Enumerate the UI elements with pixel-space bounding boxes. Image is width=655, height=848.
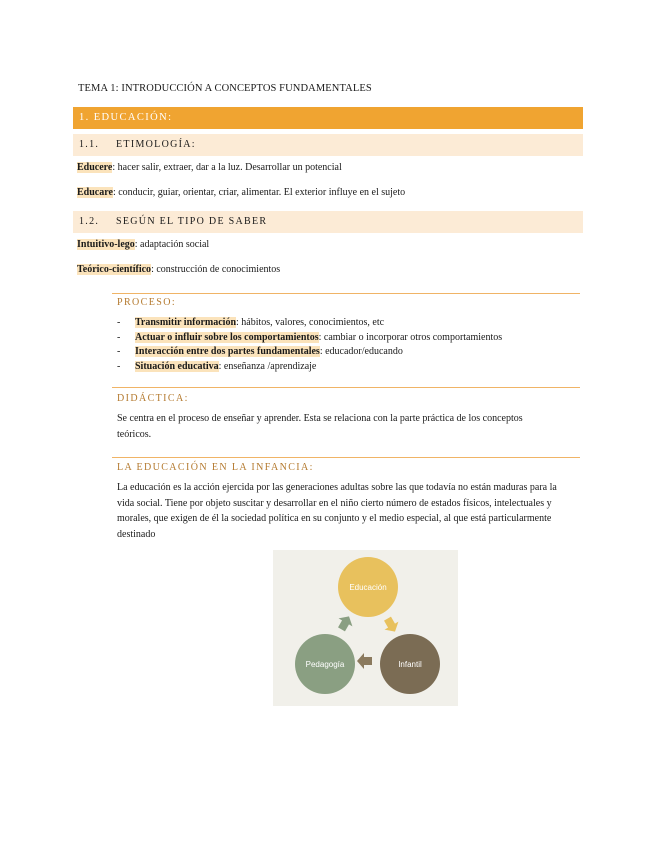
list-dash: - [117,360,121,372]
list-dash: - [117,317,121,328]
list-item-term: Transmitir información [135,317,237,328]
definition-educere: : hacer salir, extraer, dar a la luz. Desarrollar un potencial [112,162,342,173]
section-heading-educacion [73,107,583,129]
term-educere: Educere [77,162,113,173]
definition-educare: : conducir, guiar, orientar, criar, alimentar. El exterior influye en el sujeto [112,187,406,198]
term-teorico: Teórico-científico [77,264,152,275]
arrow-infantil-pedagogia [357,653,372,669]
definition-teorico: : construcción de conocimientos [151,264,281,275]
definition-intuitivo: : adaptación social [134,239,210,250]
arrow-pedagogia-educacion [335,612,356,633]
arrow-educacion-infantil [381,615,402,636]
paragraph-intuitivo [77,238,209,252]
proceso-heading: PROCESO: [117,297,176,308]
term-educare: Educare [77,187,113,198]
document-title: TEMA 1: INTRODUCCIÓN A CONCEPTOS FUNDAMENTALES [78,83,372,94]
list-item-text: : cambiar o incorporar otros comportamientos [318,331,503,343]
subsection-number: 1.1. [79,139,100,150]
node-label-infantil: Infantil [398,660,422,669]
paragraph-educare [77,186,405,200]
list-item-text: : enseñanza /aprendizaje [218,360,317,372]
list-item [117,360,502,375]
paragraph-educere [77,161,342,175]
list-item [117,331,502,346]
list-item-text: : hábitos, valores, conocimientos, etc [236,317,385,328]
list-item-term: Interacción entre dos partes fundamentales [135,346,320,357]
didactica-paragraph: Se centra en el proceso de enseñar y aprender. Esta se relaciona con la parte práctica de los conceptos teóricos. [117,413,523,440]
node-label-educacion: Educación [349,583,387,592]
subsection-title: ETIMOLOGÍA: [116,139,196,150]
subsection-number: 1.2. [79,216,100,227]
section-heading-label: 1. EDUCACIÓN: [79,112,173,123]
subsection-title: SEGÚN EL TIPO DE SABER [116,216,268,227]
list-item-term: Situación educativa [135,360,219,372]
subsection-heading-tipo-saber [73,211,583,233]
infancia-heading: LA EDUCACIÓN EN LA INFANCIA: [117,462,314,473]
proceso-list [117,316,502,374]
infancia-paragraph: La educación es la acción ejercida por las generaciones adultas sobre las que todavía no están maduras para la vida social. Tiene por objeto suscitar y desarrollar en el niño cierto número de estados físicos, intelectuales y morales, que exigen de él la sociedad política en su conjunto y el medio especial, al que está particularmente destinado [117,482,557,540]
infancia-rule [112,457,580,458]
proceso-rule [112,293,580,294]
node-label-pedagogia: Pedagogía [305,660,345,669]
didactica-heading: DIDÁCTICA: [117,393,189,404]
term-intuitivo: Intuitivo-lego [77,239,135,250]
list-item-text: : educador/educando [319,346,403,357]
didactica-rule [112,387,580,388]
subsection-heading-etimologia [73,134,583,156]
list-item [117,345,502,360]
list-dash: - [117,331,121,343]
paragraph-teorico [77,263,280,277]
list-item-term: Actuar o influir sobre los comportamientos [135,331,319,343]
list-dash: - [117,346,121,357]
cycle-diagram [273,550,458,706]
list-item [117,316,502,331]
